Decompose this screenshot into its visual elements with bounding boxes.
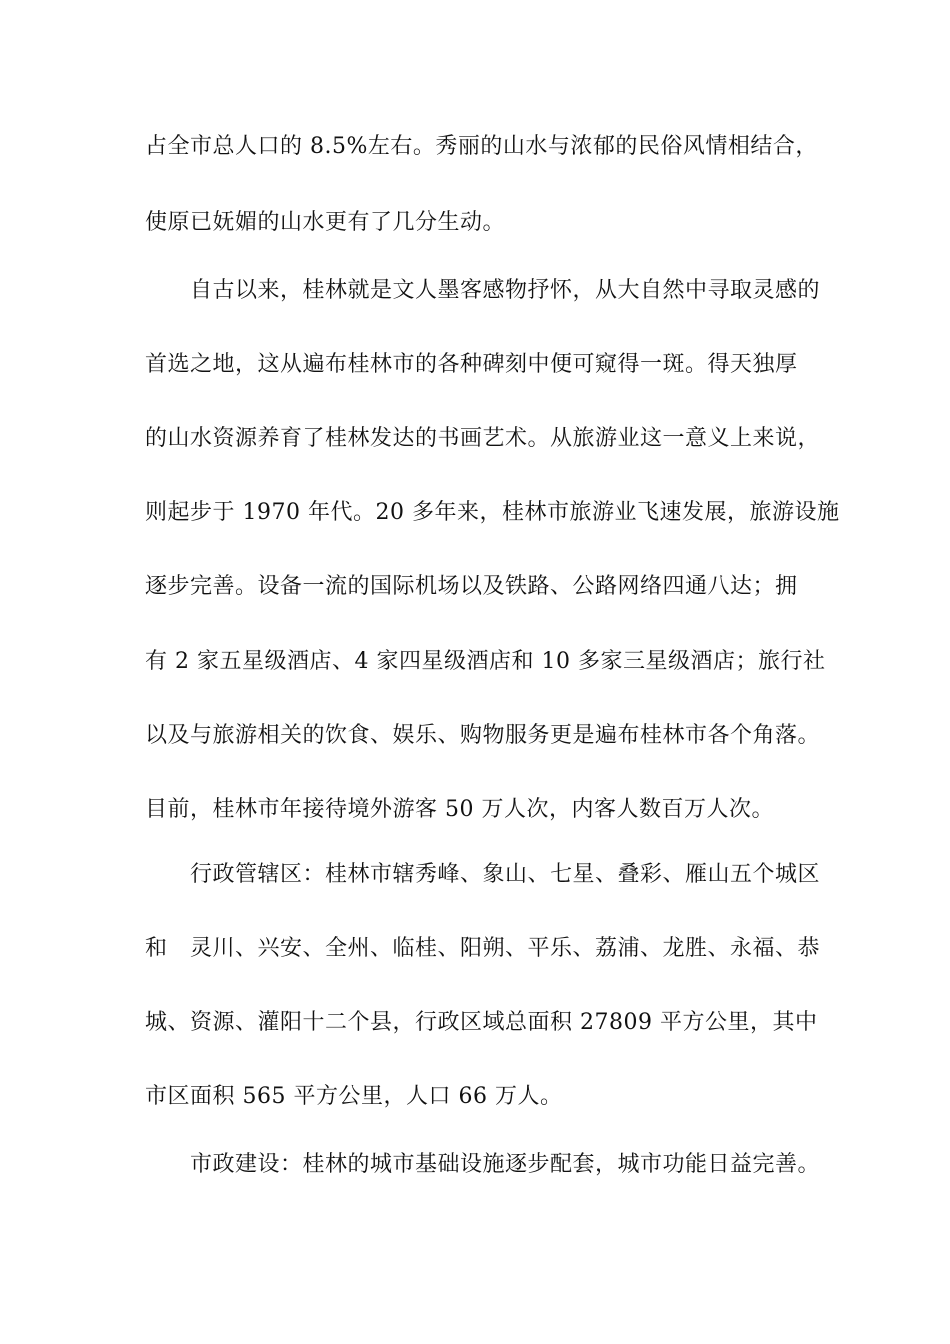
- text-line: 城、资源、灌阳十二个县，行政区域总面积 27809 平方公里，其中: [145, 1010, 818, 1035]
- text-line: 的山水资源养育了桂林发达的书画艺术。从旅游业这一意义上来说，: [145, 426, 821, 451]
- text-line: 市区面积 565 平方公里，人口 66 万人。: [145, 1084, 563, 1109]
- text-line: 以及与旅游相关的饮食、娱乐、购物服务更是遍布桂林市各个角落。: [145, 723, 821, 748]
- text-line: 则起步于 1970 年代。20 多年来，桂林市旅游业飞速发展，旅游设施: [145, 500, 840, 525]
- text-line: 使原已妩媚的山水更有了几分生动。: [145, 210, 506, 235]
- text-line: 和 灵川、兴安、全州、临桂、阳朔、平乐、荔浦、龙胜、永福、恭: [145, 936, 821, 961]
- text-line: 占全市总人口的 8.5%左右。秀丽的山水与浓郁的民俗风情相结合，: [145, 134, 818, 159]
- text-line: 行政管辖区：桂林市辖秀峰、象山、七星、叠彩、雁山五个城区: [145, 862, 821, 887]
- text-line: 逐步完善。设备一流的国际机场以及铁路、公路网络四通八达；拥: [145, 574, 798, 599]
- text-line: 有 2 家五星级酒店、4 家四星级酒店和 10 多家三星级酒店；旅行社: [145, 649, 826, 674]
- text-line: 首选之地，这从遍布桂林市的各种碑刻中便可窥得一斑。得天独厚: [145, 352, 798, 377]
- text-line: 市政建设：桂林的城市基础设施逐步配套，城市功能日益完善。: [145, 1152, 821, 1177]
- text-line: 目前，桂林市年接待境外游客 50 万人次，内客人数百万人次。: [145, 797, 774, 822]
- text-line: 自古以来，桂林就是文人墨客感物抒怀，从大自然中寻取灵感的: [145, 278, 821, 303]
